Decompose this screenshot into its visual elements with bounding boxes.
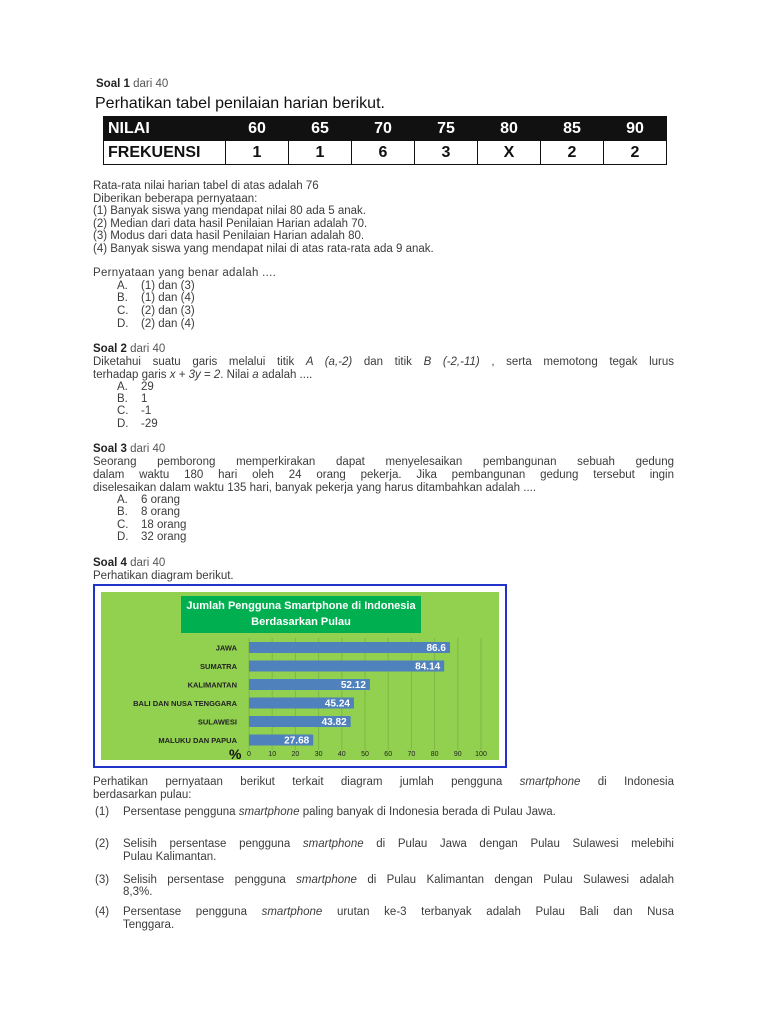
- x-tick-label: 100: [475, 751, 487, 758]
- table-cell: 65: [289, 117, 352, 141]
- question-3-header: [93, 443, 165, 456]
- option-c[interactable]: [117, 519, 186, 532]
- text-run: Persentase pengguna: [123, 806, 236, 818]
- option-d[interactable]: [117, 418, 158, 431]
- statement: [123, 838, 674, 851]
- statement-cont: Pulau Kalimantan.: [123, 851, 217, 863]
- variable: a: [252, 369, 259, 381]
- text-run: smartphone: [296, 874, 357, 886]
- option-text: -1: [141, 405, 152, 417]
- question-number: Soal 4: [93, 557, 127, 569]
- text-run: Persentase pengguna: [123, 906, 247, 918]
- text-run: smartphone: [302, 838, 364, 850]
- option-text: 29: [141, 381, 154, 393]
- row-label: FREKUENSI: [104, 141, 226, 165]
- question-1-header: [96, 78, 168, 91]
- body-line: (2) Median dari data hasil Penilaian Harian adalah 70.: [93, 217, 368, 230]
- option-letter: D.: [117, 531, 129, 543]
- x-tick-label: 10: [268, 751, 277, 758]
- question-total: dari 40: [130, 557, 166, 569]
- statement-number: (3): [95, 874, 110, 886]
- text-run: urutan ke-3 terbanyak adalah Pulau Bali dan Nusa: [336, 906, 674, 918]
- option-letter: A.: [117, 280, 128, 292]
- data-label: 45.24: [324, 698, 350, 710]
- table-cell: 75: [415, 117, 478, 141]
- text-run: , serta memotong tegak lurus: [491, 356, 675, 368]
- option-letter: C.: [117, 519, 129, 531]
- x-tick-label: 40: [337, 751, 346, 758]
- question-4-after: [93, 776, 674, 789]
- option-letter: D.: [117, 318, 129, 330]
- question-prompt: Pernyataan yang benar adalah ....: [93, 267, 277, 279]
- question-3-line: Seorang pemborong memperkirakan dapat menyelesaikan pembangunan sebuah gedung: [93, 456, 674, 468]
- statement-cont: Tenggara.: [123, 919, 175, 931]
- text-run: di Pulau Jawa dengan Pulau Sulawesi melebihi: [376, 838, 674, 850]
- x-tick-label: 70: [407, 751, 416, 758]
- bar-chart: [101, 592, 499, 760]
- table-cell: X: [478, 141, 541, 165]
- question-3-line: dalam waktu 180 hari oleh 24 orang pekerja. Jika pembangunan gedung tersebut ingin: [93, 469, 674, 481]
- text-run: . Nilai: [220, 369, 250, 381]
- body-line: (3) Modus dari data hasil Penilaian Harian adalah 80.: [93, 230, 365, 243]
- question-1-body: [93, 180, 434, 256]
- option-b[interactable]: [117, 506, 180, 519]
- option-text: (2) dan (4): [141, 318, 195, 330]
- text-run: smartphone: [238, 806, 300, 818]
- text-run: di Indonesia: [597, 776, 674, 788]
- category-label: SULAWESI: [197, 717, 237, 727]
- question-4-intro: Perhatikan diagram berikut.: [93, 570, 234, 582]
- text-run: Diketahui suatu garis melalui titik: [93, 356, 295, 368]
- question-2-line: [93, 356, 674, 369]
- chart-title-line: Berdasarkan Pulau: [251, 616, 351, 628]
- table-cell: 70: [352, 117, 415, 141]
- text-run: adalah ....: [261, 369, 313, 381]
- table-cell: 6: [352, 141, 415, 165]
- table-cell: 85: [541, 117, 604, 141]
- option-text: 8 orang: [141, 506, 181, 518]
- x-tick-label: 50: [361, 751, 369, 758]
- question-2-line: [93, 369, 312, 382]
- question-total: dari 40: [133, 78, 169, 90]
- option-text: 18 orang: [141, 519, 187, 531]
- question-4-after: berdasarkan pulau:: [93, 789, 192, 801]
- data-label: 52.12: [340, 680, 366, 691]
- option-a[interactable]: [117, 494, 180, 507]
- question-number: Soal 3: [93, 443, 127, 455]
- row-label: NILAI: [104, 117, 226, 141]
- table-cell: 2: [604, 141, 667, 165]
- table-cell: 2: [541, 141, 604, 165]
- point-a: A (a,-2): [305, 356, 353, 368]
- option-letter: D.: [117, 418, 129, 430]
- data-label: 84.14: [415, 661, 441, 673]
- chart-title-line: Jumlah Pengguna Smartphone di Indonesia: [186, 600, 416, 612]
- body-line: (4) Banyak siswa yang mendapat nilai di atas rata-rata ada 9 anak.: [93, 242, 434, 255]
- option-a[interactable]: [117, 381, 154, 394]
- category-label: BALI DAN NUSA TENGGARA: [133, 699, 237, 708]
- option-letter: B.: [117, 393, 128, 405]
- chart-background: [101, 592, 499, 760]
- question-4-header: [93, 557, 165, 570]
- bar: [249, 642, 450, 653]
- text-run: Perhatikan pernyataan berikut terkait diagram jumlah pengguna: [93, 776, 503, 788]
- option-d[interactable]: [117, 531, 186, 544]
- option-d[interactable]: [117, 318, 195, 331]
- body-line: Diberikan beberapa pernyataan:: [93, 192, 258, 205]
- statement: [123, 874, 674, 887]
- table-cell: 90: [604, 117, 667, 141]
- category-label: MALUKU DAN PAPUA: [158, 736, 237, 745]
- text-run: dan titik: [363, 356, 412, 368]
- x-tick-label: 90: [453, 751, 462, 758]
- table-row: [104, 117, 667, 141]
- option-text: (1) dan (4): [141, 292, 195, 304]
- option-c[interactable]: [117, 305, 195, 318]
- statement-number: (2): [95, 838, 110, 850]
- option-text: (1) dan (3): [141, 280, 195, 292]
- x-axis-label: %: [229, 746, 242, 760]
- text-run: paling banyak di Indonesia berada di Pulau Jawa.: [302, 806, 556, 818]
- question-3-line: diselesaikan dalam waktu 135 hari, banyak pekerja yang harus ditambahkan adalah ....: [93, 482, 537, 494]
- option-letter: B.: [117, 292, 128, 304]
- option-letter: C.: [117, 305, 129, 317]
- option-b[interactable]: [117, 292, 195, 305]
- option-letter: A.: [117, 381, 128, 393]
- option-letter: B.: [117, 506, 128, 518]
- statement: [123, 906, 674, 919]
- category-label: JAWA: [215, 643, 237, 653]
- statement-cont: 8,3%.: [123, 886, 153, 898]
- body-line: Rata-rata nilai harian tabel di atas adalah 76: [93, 180, 319, 192]
- table-cell: 60: [226, 117, 289, 141]
- option-text: 6 orang: [141, 494, 181, 506]
- data-label: 27.68: [284, 735, 310, 747]
- statement-number: (4): [95, 906, 110, 918]
- question-total: dari 40: [130, 343, 166, 355]
- point-b: B (-2,-11): [423, 356, 480, 368]
- chart-frame: [93, 584, 507, 768]
- statement: [123, 806, 674, 819]
- option-text: 32 orang: [141, 531, 187, 543]
- text-run: smartphone: [261, 906, 323, 918]
- option-letter: A.: [117, 494, 128, 506]
- question-number: Soal 1: [96, 78, 130, 90]
- text-run: Selisih persentase pengguna: [123, 874, 286, 886]
- table-row: [104, 141, 667, 165]
- text-run: di Pulau Kalimantan dengan Pulau Sulawesi adalah: [367, 874, 674, 886]
- option-b[interactable]: [117, 393, 147, 406]
- x-tick-label: 80: [430, 751, 439, 758]
- option-letter: C.: [117, 405, 129, 417]
- text-run: terhadap garis: [93, 369, 167, 381]
- x-tick-label: 0: [247, 751, 251, 758]
- data-label: 43.82: [321, 717, 347, 728]
- body-line: (1) Banyak siswa yang mendapat nilai 80 ada 5 anak.: [93, 205, 366, 218]
- statement-number: (1): [95, 806, 110, 818]
- text-run: smartphone: [519, 776, 581, 788]
- option-text: -29: [141, 418, 158, 430]
- table-cell: 3: [415, 141, 478, 165]
- table-cell: 1: [226, 141, 289, 165]
- question-total: dari 40: [130, 443, 166, 455]
- table-cell: 1: [289, 141, 352, 165]
- x-tick-label: 60: [384, 751, 393, 758]
- option-c[interactable]: [117, 405, 151, 418]
- option-text: 1: [141, 393, 148, 405]
- text-run: Selisih persentase pengguna: [123, 838, 291, 850]
- category-label: KALIMANTAN: [187, 680, 237, 690]
- table-title: Perhatikan tabel penilaian harian berikut.: [95, 95, 385, 112]
- option-text: (2) dan (3): [141, 305, 195, 317]
- data-label: 86.6: [426, 643, 446, 654]
- question-number: Soal 2: [93, 343, 127, 355]
- option-a[interactable]: [117, 280, 195, 293]
- question-2-header: [93, 343, 165, 356]
- x-tick-label: 20: [291, 751, 300, 758]
- x-tick-label: 30: [314, 751, 323, 758]
- equation: x + 3y = 2: [169, 369, 221, 381]
- table-cell: 80: [478, 117, 541, 141]
- score-table: [103, 116, 667, 165]
- category-label: SUMATRA: [200, 662, 237, 671]
